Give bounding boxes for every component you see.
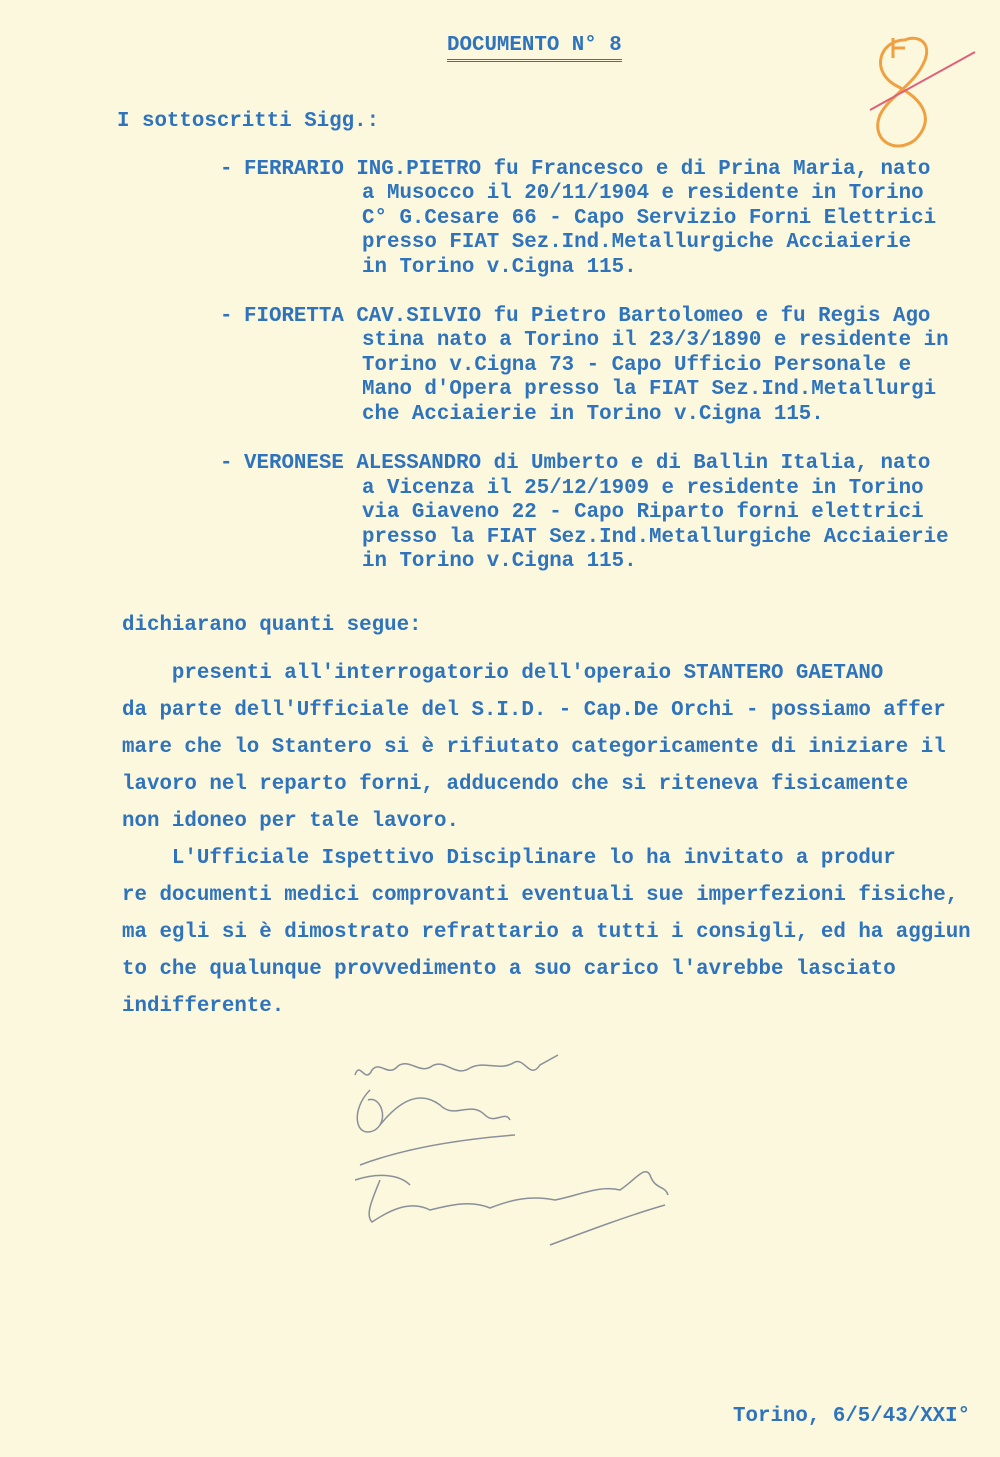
person-3-line-1: VERONESE ALESSANDRO di Umberto e di Ballin Italia, nato: [244, 452, 931, 475]
person-2-line-1: FIORETTA CAV.SILVIO fu Pietro Bartolomeo e fu Regis Ago: [244, 305, 931, 328]
declare-line: dichiarano quanti segue:: [122, 614, 422, 637]
body-line: re documenti medici comprovanti eventuali sue imperfezioni fisiche,: [122, 884, 959, 907]
person-3-line-3: via Giaveno 22 - Capo Riparto forni elettrici: [362, 501, 924, 524]
body-line: ma egli si è dimostrato refrattario a tutti i consigli, ed ha aggiun: [122, 921, 971, 944]
document-title: DOCUMENTO N° 8: [447, 34, 622, 62]
body-line: L'Ufficiale Ispettivo Disciplinare lo ha invitato a produr: [122, 847, 896, 870]
body-line: non idoneo per tale lavoro.: [122, 810, 459, 833]
bullet-dash: -: [220, 305, 233, 328]
person-2-line-4: Mano d'Opera presso la FIAT Sez.Ind.Metallurgi: [362, 378, 937, 401]
person-1-line-4: presso FIAT Sez.Ind.Metallurgiche Acciaierie: [362, 231, 912, 254]
person-3-line-4: presso la FIAT Sez.Ind.Metallurgiche Acciaierie: [362, 526, 949, 549]
person-1-line-2: a Musocco il 20/11/1904 e residente in Torino: [362, 182, 924, 205]
body-line: to che qualunque provvedimento a suo carico l'avrebbe lasciato: [122, 958, 896, 981]
body-line: indifferente.: [122, 995, 285, 1018]
signature-veronese: [355, 1172, 668, 1245]
person-2-line-5: che Acciaierie in Torino v.Cigna 115.: [362, 403, 824, 426]
signature-fioretta: [357, 1090, 515, 1165]
bullet-dash: -: [220, 452, 233, 475]
red-check-mark: [870, 52, 975, 110]
body-line: da parte dell'Ufficiale del S.I.D. - Cap.De Orchi - possiamo affer: [122, 699, 946, 722]
person-2-line-2: stina nato a Torino il 23/3/1890 e residente in: [362, 329, 949, 352]
person-3-line-2: a Vicenza il 25/12/1909 e residente in Torino: [362, 477, 924, 500]
body-line: mare che lo Stantero si è rifiutato categoricamente di iniziare il: [122, 736, 946, 759]
person-1-line-5: in Torino v.Cigna 115.: [362, 256, 637, 279]
person-2-line-3: Torino v.Cigna 73 - Capo Ufficio Personale e: [362, 354, 912, 377]
intro-line: I sottoscritti Sigg.:: [117, 110, 380, 133]
person-1-line-1: FERRARIO ING.PIETRO fu Francesco e di Prina Maria, nato: [244, 158, 931, 181]
body-line: presenti all'interrogatorio dell'operaio STANTERO GAETANO: [122, 662, 884, 685]
signature-ferrario: [355, 1055, 558, 1075]
person-3-line-5: in Torino v.Cigna 115.: [362, 550, 637, 573]
person-1-line-3: C° G.Cesare 66 - Capo Servizio Forni Elettrici: [362, 207, 937, 230]
signatures: [355, 1055, 668, 1245]
bullet-dash: -: [220, 158, 233, 181]
place-date: Torino, 6/5/43/XXI°: [733, 1405, 971, 1428]
body-line: lavoro nel reparto forni, adducendo che si riteneva fisicamente: [122, 773, 909, 796]
